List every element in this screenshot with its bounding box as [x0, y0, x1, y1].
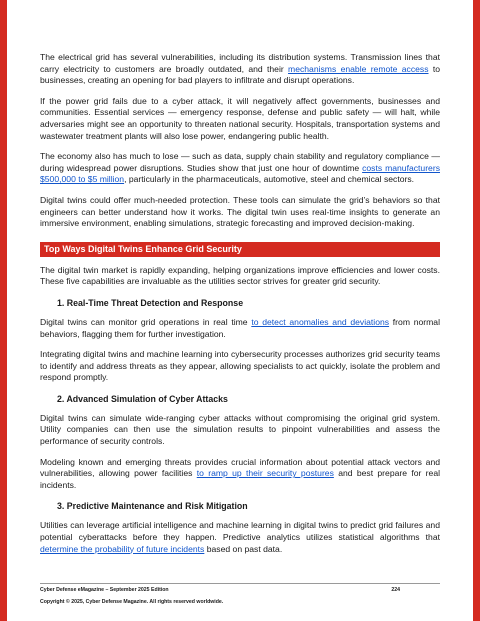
text: and best prepare for real incidents. — [40, 468, 441, 490]
item-heading-threat-detection: 1. Real-Time Threat Detection and Response — [57, 297, 244, 308]
link-remote-access[interactable]: mechanisms enable remote access — [288, 63, 429, 74]
section-intro: The digital twin market is rapidly expanding, helping organizations improve efficiencies and lower costs. These five capabilities are invaluable as the utilities sector strives for greater grid security. — [40, 264, 440, 287]
footer-copyright: Copyright © 2025, Cyber Defense Magazine. All rights reserved worldwide. — [40, 599, 224, 605]
text: , particularly in the pharmaceuticals, automotive, steel and chemical sectors. — [124, 174, 415, 185]
section-heading: Top Ways Digital Twins Enhance Grid Security — [40, 242, 440, 257]
text: Utilities can leverage artificial intelligence and machine learning in digital twins to predict grid failures and potential cyberattacks before they happen. Predictive analytics utilizes statistical algorithms that — [40, 520, 440, 543]
paragraph-simulate-attacks: Digital twins can simulate wide-ranging cyber attacks without compromising the original grid system. Utility companies can then use the simulation results to pinpoint vulnerabilities and assess the performance of security controls. — [40, 412, 440, 447]
paragraph-economy — [40, 151, 440, 186]
link-probability-incidents[interactable]: determine the probability of future incidents — [40, 543, 205, 554]
link-security-postures[interactable]: to ramp up their security postures — [196, 468, 334, 479]
left-red-border — [0, 0, 7, 621]
paragraph-predictive-analytics — [40, 520, 440, 555]
link-detect-anomalies[interactable]: to detect anomalies and deviations — [251, 316, 390, 327]
paragraph-modeling-threats — [40, 457, 440, 492]
paragraph-vulnerabilities — [40, 52, 440, 87]
paragraph-monitoring — [40, 317, 440, 340]
page-number: 224 — [391, 587, 400, 593]
footer-edition-row — [40, 587, 440, 593]
paragraph-ml-integration: Integrating digital twins and machine learning into cybersecurity processes authorizes grid security teams to identify and address threats as they appear, allowing specialists to act quickly, isolate the problem and respond promptly. — [40, 349, 440, 383]
text: based on past data. — [204, 543, 283, 554]
item-heading-predictive: 3. Predictive Maintenance and Risk Mitigation — [57, 501, 248, 512]
article-body — [40, 52, 440, 564]
text: from normal behaviors, flagging them for further investigation. — [40, 316, 440, 339]
paragraph-grid-failure: If the power grid fails due to a cyber attack, it will negatively affect governments, businesses and communities. Essential services — emergency response, defense and public safety — will halt, while adversaries might see an opportunity to threaten national security. Hospitals, transportation systems and wastewater treatment plants will also lose power, endangering public health. — [40, 95, 440, 141]
footer-divider — [40, 583, 440, 584]
paragraph-digital-twins: Digital twins could offer much-needed protection. These tools can simulate the grid’s behaviors so that engineers can better understand how it works. The digital twin uses real-time insights to generate an immersive environment, enabling simulations, strategic forecasting and improved decision-making. — [40, 194, 440, 229]
right-red-border — [473, 0, 480, 621]
text: Digital twins can monitor grid operations in real time — [40, 316, 252, 327]
text: The economy also has much to lose — such as data, supply chain stability and regulatory compliance — during widespread power disruptions. Studies show that just one hour of downtime — [40, 151, 440, 173]
footer-edition: Cyber Defense eMagazine – September 2025 Edition — [40, 587, 169, 593]
text: Modeling known and emerging threats provides crucial information about potential attack vectors and vulnerabilities, allowing power facilities — [40, 456, 440, 479]
text: to businesses, creating an opening for bad players to infiltrate and disrupt operations. — [40, 63, 440, 86]
item-heading-simulation: 2. Advanced Simulation of Cyber Attacks — [57, 393, 228, 404]
text: The electrical grid has several vulnerabilities, including its distribution systems. Transmission lines that carry electricity to customers are broadly outdated, and their — [40, 52, 440, 74]
link-downtime-costs[interactable]: costs manufacturers $500,000 to $5 million — [40, 162, 440, 185]
